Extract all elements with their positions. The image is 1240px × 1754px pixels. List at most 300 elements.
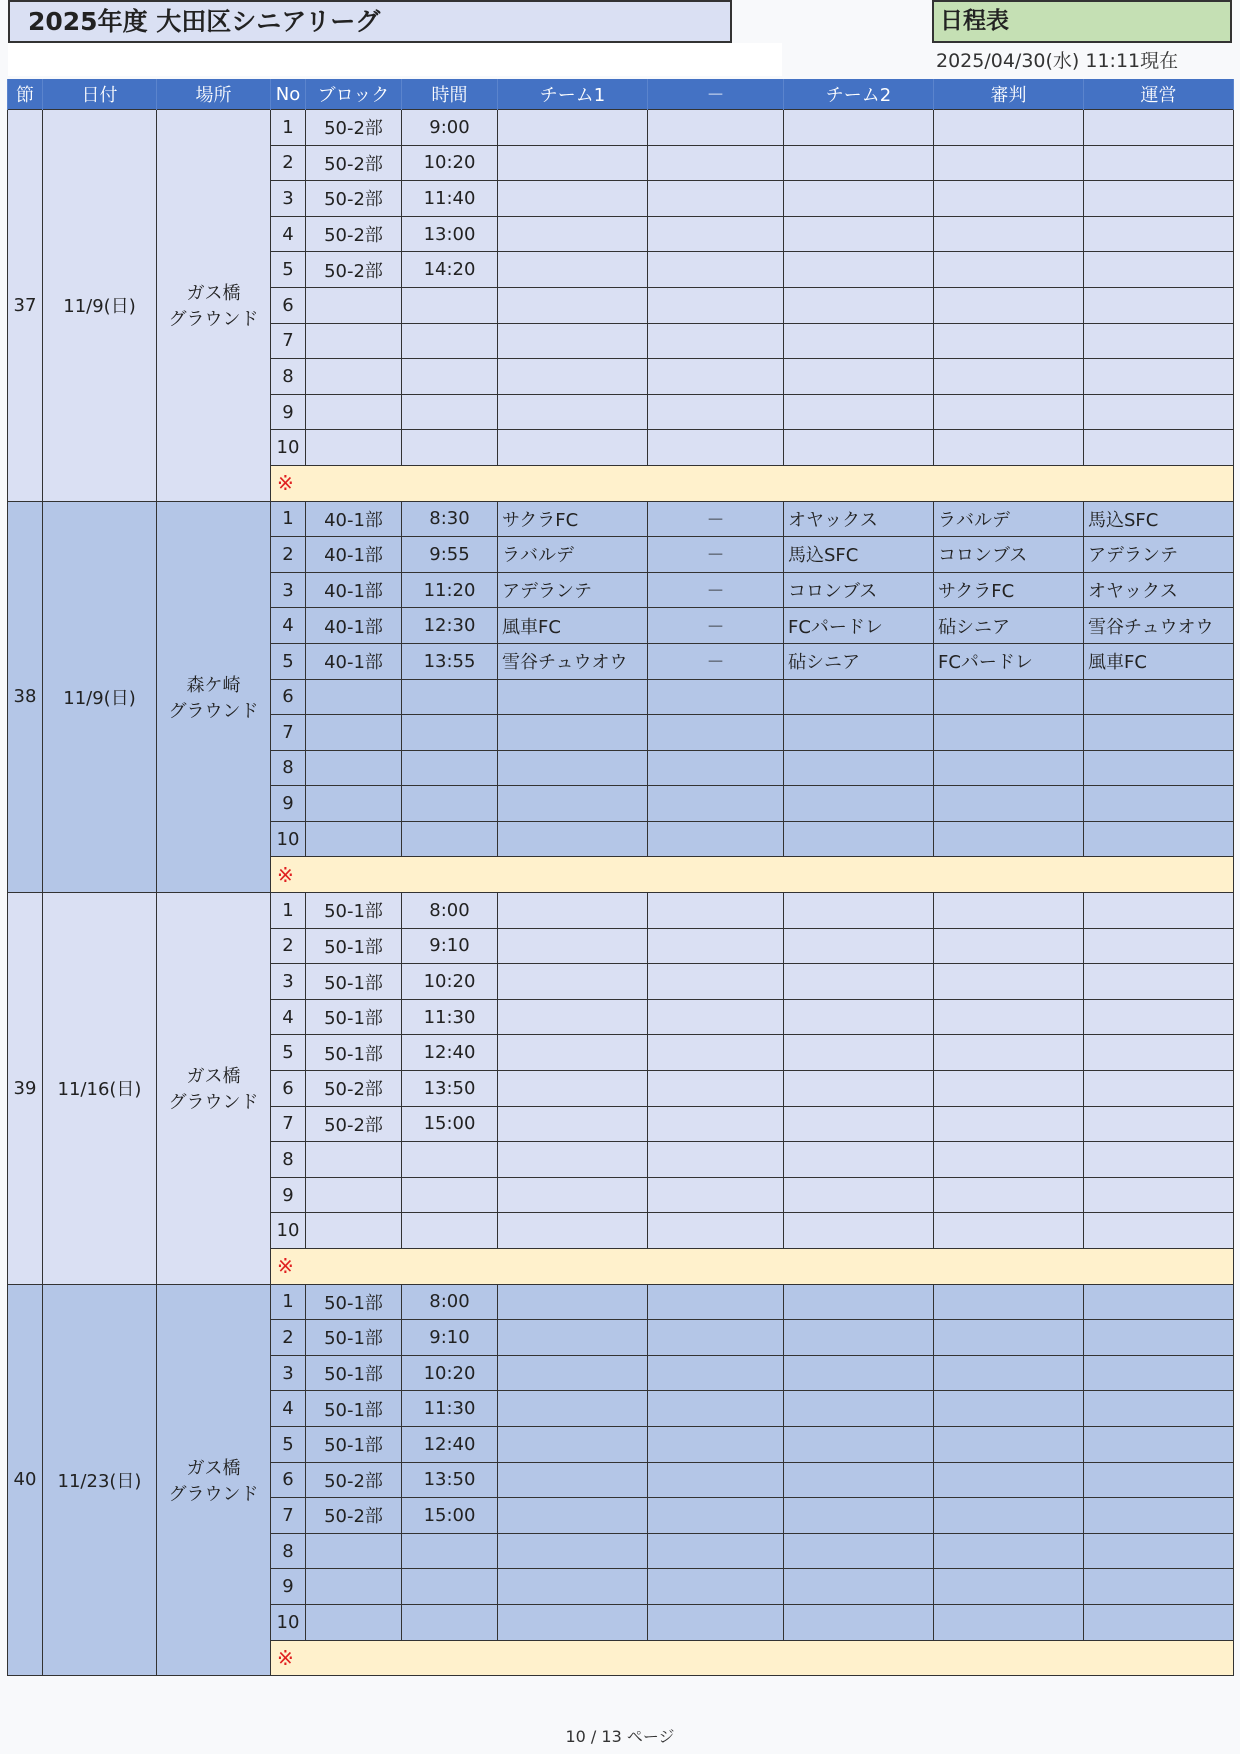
referee-cell — [934, 1604, 1084, 1640]
vs-cell — [648, 1355, 784, 1391]
operation-cell — [1084, 750, 1234, 786]
time-cell: 10:20 — [402, 1355, 498, 1391]
team2-cell — [784, 1320, 934, 1356]
referee-cell — [934, 1569, 1084, 1605]
operation-cell — [1084, 252, 1234, 288]
vs-cell — [648, 1213, 784, 1249]
no-cell: 3 — [271, 572, 306, 608]
referee-cell — [934, 928, 1084, 964]
team2-cell — [784, 928, 934, 964]
team1-cell — [498, 145, 648, 181]
venue-line: グラウンド — [168, 1092, 259, 1114]
team1-cell — [498, 359, 648, 395]
team2-cell: コロンブス — [784, 572, 934, 608]
vs-cell — [648, 999, 784, 1035]
team2-cell: オヤックス — [784, 501, 934, 537]
operation-cell: 馬込SFC — [1084, 501, 1234, 537]
team2-cell — [784, 1142, 934, 1178]
time-cell: 8:30 — [402, 501, 498, 537]
referee-cell: ラバルデ — [934, 501, 1084, 537]
time-cell: 13:55 — [402, 643, 498, 679]
team1-cell — [498, 893, 648, 929]
time-cell — [402, 821, 498, 857]
no-cell: 5 — [271, 1426, 306, 1462]
col-referee: 審判 — [934, 79, 1084, 110]
venue-line: グラウンド — [168, 309, 259, 331]
no-cell: 6 — [271, 679, 306, 715]
team1-cell — [498, 1426, 648, 1462]
team2-cell — [784, 1284, 934, 1320]
team1-cell — [498, 1391, 648, 1427]
team1-cell — [498, 1462, 648, 1498]
time-cell: 13:50 — [402, 1071, 498, 1107]
vs-cell: － — [648, 643, 784, 679]
time-cell: 15:00 — [402, 1498, 498, 1534]
team1-cell — [498, 1320, 648, 1356]
operation-cell — [1084, 1071, 1234, 1107]
no-cell: 7 — [271, 323, 306, 359]
referee-cell: サクラFC — [934, 572, 1084, 608]
team2-cell — [784, 1498, 934, 1534]
referee-cell — [934, 1426, 1084, 1462]
vs-cell — [648, 430, 784, 466]
date-cell: 11/23(日) — [43, 1284, 157, 1676]
block-cell — [306, 430, 402, 466]
schedule-body — [8, 110, 1234, 1676]
col-date: 日付 — [43, 79, 157, 110]
referee-cell: FCパードレ — [934, 643, 1084, 679]
referee-cell — [934, 323, 1084, 359]
team2-cell — [784, 1604, 934, 1640]
vs-cell — [648, 750, 784, 786]
vs-cell — [648, 145, 784, 181]
block-cell — [306, 359, 402, 395]
team1-cell: ラバルデ — [498, 537, 648, 573]
referee-cell — [934, 821, 1084, 857]
no-cell: 2 — [271, 537, 306, 573]
vs-cell — [648, 928, 784, 964]
team2-cell — [784, 1071, 934, 1107]
team1-cell — [498, 216, 648, 252]
no-cell: 8 — [271, 750, 306, 786]
time-cell: 10:20 — [402, 145, 498, 181]
venue-line: ガス橋 — [186, 283, 241, 305]
referee-cell — [934, 252, 1084, 288]
referee-cell — [934, 750, 1084, 786]
vs-cell — [648, 1498, 784, 1534]
operation-cell — [1084, 1035, 1234, 1071]
team2-cell — [784, 145, 934, 181]
team1-cell: 雪谷チュウオウ — [498, 643, 648, 679]
team2-cell — [784, 252, 934, 288]
no-cell: 4 — [271, 999, 306, 1035]
operation-cell — [1084, 1106, 1234, 1142]
venue-line: 森ケ崎 — [186, 674, 241, 696]
vs-cell — [648, 1391, 784, 1427]
schedule-label: 日程表 — [932, 0, 1232, 43]
team1-cell: 風車FC — [498, 608, 648, 644]
vs-cell — [648, 216, 784, 252]
vs-cell — [648, 786, 784, 822]
operation-cell — [1084, 1213, 1234, 1249]
block-cell: 50-1部 — [306, 893, 402, 929]
referee-cell — [934, 893, 1084, 929]
referee-cell — [934, 1284, 1084, 1320]
referee-cell — [934, 964, 1084, 1000]
operation-cell — [1084, 216, 1234, 252]
team2-cell — [784, 430, 934, 466]
col-team1: チーム1 — [498, 79, 648, 110]
team2-cell — [784, 964, 934, 1000]
referee-cell — [934, 430, 1084, 466]
no-cell: 4 — [271, 1391, 306, 1427]
referee-cell — [934, 216, 1084, 252]
team2-cell — [784, 323, 934, 359]
time-cell: 11:40 — [402, 181, 498, 217]
block-cell: 50-1部 — [306, 928, 402, 964]
table-row — [8, 110, 1234, 146]
block-cell — [306, 1177, 402, 1213]
vs-cell: － — [648, 501, 784, 537]
referee-cell — [934, 1498, 1084, 1534]
time-cell: 9:10 — [402, 1320, 498, 1356]
block-cell: 50-1部 — [306, 999, 402, 1035]
vs-cell — [648, 110, 784, 146]
no-cell: 3 — [271, 964, 306, 1000]
title-underline — [8, 43, 782, 76]
no-cell: 9 — [271, 1177, 306, 1213]
team1-cell — [498, 1355, 648, 1391]
referee-cell — [934, 181, 1084, 217]
date-cell: 11/16(日) — [43, 893, 157, 1285]
no-cell: 2 — [271, 1320, 306, 1356]
vs-cell — [648, 1142, 784, 1178]
vs-cell — [648, 181, 784, 217]
time-cell — [402, 1604, 498, 1640]
referee-cell — [934, 1177, 1084, 1213]
time-cell: 8:00 — [402, 1284, 498, 1320]
block-cell — [306, 1533, 402, 1569]
venue-cell — [157, 893, 271, 1285]
team1-cell: サクラFC — [498, 501, 648, 537]
referee-cell — [934, 359, 1084, 395]
time-cell — [402, 1533, 498, 1569]
block-cell: 50-2部 — [306, 110, 402, 146]
no-cell: 7 — [271, 1498, 306, 1534]
no-cell: 6 — [271, 287, 306, 323]
vs-cell — [648, 1533, 784, 1569]
vs-cell — [648, 1106, 784, 1142]
referee-cell: 砧シニア — [934, 608, 1084, 644]
team2-cell — [784, 893, 934, 929]
no-cell: 4 — [271, 216, 306, 252]
venue-line: グラウンド — [168, 700, 259, 722]
team2-cell — [784, 1533, 934, 1569]
referee-cell — [934, 1106, 1084, 1142]
vs-cell — [648, 821, 784, 857]
time-cell: 10:20 — [402, 964, 498, 1000]
time-cell — [402, 715, 498, 751]
time-cell — [402, 287, 498, 323]
block-cell: 50-2部 — [306, 1071, 402, 1107]
operation-cell: アデランテ — [1084, 537, 1234, 573]
operation-cell — [1084, 999, 1234, 1035]
time-cell — [402, 679, 498, 715]
vs-cell — [648, 964, 784, 1000]
time-cell — [402, 786, 498, 822]
team2-cell — [784, 181, 934, 217]
block-cell: 50-1部 — [306, 1426, 402, 1462]
table-row — [8, 501, 1234, 537]
team1-cell — [498, 999, 648, 1035]
block-cell: 50-1部 — [306, 1391, 402, 1427]
block-cell: 50-1部 — [306, 964, 402, 1000]
team1-cell — [498, 1035, 648, 1071]
team1-cell — [498, 1177, 648, 1213]
block-cell — [306, 1142, 402, 1178]
block-cell: 50-2部 — [306, 252, 402, 288]
no-cell: 2 — [271, 928, 306, 964]
block-cell: 50-1部 — [306, 1035, 402, 1071]
time-cell: 12:40 — [402, 1426, 498, 1462]
team2-cell — [784, 750, 934, 786]
no-cell: 9 — [271, 1569, 306, 1605]
block-cell — [306, 1213, 402, 1249]
no-cell: 9 — [271, 394, 306, 430]
referee-cell — [934, 1035, 1084, 1071]
team1-cell — [498, 252, 648, 288]
block-cell: 50-2部 — [306, 145, 402, 181]
no-cell: 10 — [271, 1604, 306, 1640]
no-cell: 8 — [271, 1142, 306, 1178]
time-cell: 9:00 — [402, 110, 498, 146]
venue-line: ガス橋 — [186, 1066, 241, 1088]
team1-cell — [498, 181, 648, 217]
date-cell: 11/9(日) — [43, 110, 157, 502]
operation-cell — [1084, 679, 1234, 715]
no-cell: 2 — [271, 145, 306, 181]
team1-cell — [498, 1106, 648, 1142]
team1-cell — [498, 1284, 648, 1320]
team2-cell — [784, 1391, 934, 1427]
team1-cell — [498, 1071, 648, 1107]
block-cell — [306, 323, 402, 359]
operation-cell — [1084, 786, 1234, 822]
time-cell: 13:00 — [402, 216, 498, 252]
no-cell: 1 — [271, 501, 306, 537]
operation-cell — [1084, 821, 1234, 857]
team1-cell — [498, 287, 648, 323]
time-cell — [402, 359, 498, 395]
operation-cell — [1084, 430, 1234, 466]
operation-cell — [1084, 1604, 1234, 1640]
block-cell: 40-1部 — [306, 643, 402, 679]
page-footer: 10 / 13 ページ — [565, 1727, 675, 1746]
referee-cell: コロンブス — [934, 537, 1084, 573]
referee-cell — [934, 999, 1084, 1035]
no-cell: 4 — [271, 608, 306, 644]
block-cell — [306, 287, 402, 323]
operation-cell — [1084, 964, 1234, 1000]
block-cell: 40-1部 — [306, 537, 402, 573]
col-block: ブロック — [306, 79, 402, 110]
block-cell — [306, 679, 402, 715]
team1-cell — [498, 323, 648, 359]
team2-cell: 馬込SFC — [784, 537, 934, 573]
no-cell: 7 — [271, 715, 306, 751]
time-cell: 14:20 — [402, 252, 498, 288]
team2-cell — [784, 216, 934, 252]
time-cell: 9:55 — [402, 537, 498, 573]
team1-cell — [498, 750, 648, 786]
no-cell: 5 — [271, 252, 306, 288]
time-cell — [402, 323, 498, 359]
referee-cell — [934, 1462, 1084, 1498]
note-mark: ※ — [271, 1640, 1234, 1676]
col-time: 時間 — [402, 79, 498, 110]
block-cell — [306, 821, 402, 857]
team1-cell — [498, 110, 648, 146]
no-cell: 7 — [271, 1106, 306, 1142]
col-vs: － — [648, 79, 784, 110]
team2-cell — [784, 821, 934, 857]
block-cell — [306, 715, 402, 751]
no-cell: 3 — [271, 1355, 306, 1391]
team1-cell — [498, 1604, 648, 1640]
no-cell: 10 — [271, 1213, 306, 1249]
operation-cell — [1084, 715, 1234, 751]
time-cell: 11:20 — [402, 572, 498, 608]
venue-line: グラウンド — [168, 1483, 259, 1505]
venue-cell — [157, 501, 271, 893]
no-cell: 1 — [271, 1284, 306, 1320]
team2-cell: 砧シニア — [784, 643, 934, 679]
operation-cell — [1084, 1391, 1234, 1427]
col-operation: 運営 — [1084, 79, 1234, 110]
operation-cell — [1084, 181, 1234, 217]
team1-cell — [498, 964, 648, 1000]
header-row — [8, 79, 1234, 110]
operation-cell — [1084, 110, 1234, 146]
operation-cell — [1084, 287, 1234, 323]
team2-cell — [784, 1462, 934, 1498]
team2-cell — [784, 359, 934, 395]
block-cell: 50-2部 — [306, 1106, 402, 1142]
team1-cell — [498, 715, 648, 751]
team2-cell — [784, 287, 934, 323]
note-mark: ※ — [271, 857, 1234, 893]
referee-cell — [934, 110, 1084, 146]
time-cell — [402, 1569, 498, 1605]
operation-cell — [1084, 1498, 1234, 1534]
operation-cell — [1084, 928, 1234, 964]
referee-cell — [934, 679, 1084, 715]
team1-cell — [498, 1142, 648, 1178]
no-cell: 1 — [271, 893, 306, 929]
table-row — [8, 1284, 1234, 1320]
team2-cell — [784, 1569, 934, 1605]
operation-cell — [1084, 1177, 1234, 1213]
col-venue: 場所 — [157, 79, 271, 110]
col-team2: チーム2 — [784, 79, 934, 110]
team1-cell — [498, 1498, 648, 1534]
vs-cell — [648, 287, 784, 323]
team1-cell — [498, 821, 648, 857]
note-mark: ※ — [271, 1249, 1234, 1285]
referee-cell — [934, 287, 1084, 323]
operation-cell — [1084, 1355, 1234, 1391]
team1-cell — [498, 679, 648, 715]
team1-cell — [498, 1533, 648, 1569]
vs-cell — [648, 1426, 784, 1462]
venue-line: ガス橋 — [186, 1457, 241, 1479]
operation-cell — [1084, 893, 1234, 929]
round-cell: 37 — [8, 110, 43, 502]
date-cell: 11/9(日) — [43, 501, 157, 893]
team2-cell — [784, 110, 934, 146]
vs-cell — [648, 1284, 784, 1320]
time-cell: 11:30 — [402, 1391, 498, 1427]
page-title: 2025年度 大田区シニアリーグ — [8, 0, 732, 43]
block-cell: 50-1部 — [306, 1320, 402, 1356]
operation-cell — [1084, 359, 1234, 395]
team2-cell — [784, 1213, 934, 1249]
time-cell — [402, 430, 498, 466]
note-mark: ※ — [271, 465, 1234, 501]
time-cell: 15:00 — [402, 1106, 498, 1142]
team1-cell — [498, 786, 648, 822]
no-cell: 6 — [271, 1462, 306, 1498]
operation-cell — [1084, 1284, 1234, 1320]
vs-cell: － — [648, 572, 784, 608]
block-cell — [306, 1604, 402, 1640]
time-cell: 9:10 — [402, 928, 498, 964]
vs-cell — [648, 1035, 784, 1071]
round-cell: 39 — [8, 893, 43, 1285]
no-cell: 8 — [271, 359, 306, 395]
operation-cell: オヤックス — [1084, 572, 1234, 608]
referee-cell — [934, 786, 1084, 822]
team2-cell — [784, 999, 934, 1035]
team2-cell — [784, 394, 934, 430]
team1-cell — [498, 1569, 648, 1605]
time-cell — [402, 394, 498, 430]
round-cell: 38 — [8, 501, 43, 893]
block-cell: 40-1部 — [306, 572, 402, 608]
referee-cell — [934, 715, 1084, 751]
operation-cell — [1084, 1462, 1234, 1498]
time-cell — [402, 750, 498, 786]
referee-cell — [934, 145, 1084, 181]
vs-cell — [648, 715, 784, 751]
vs-cell — [648, 893, 784, 929]
as-of-timestamp: 2025/04/30(水) 11:11現在 — [936, 50, 1179, 72]
team2-cell — [784, 1035, 934, 1071]
block-cell: 50-2部 — [306, 1462, 402, 1498]
referee-cell — [934, 1142, 1084, 1178]
operation-cell — [1084, 1533, 1234, 1569]
vs-cell — [648, 1071, 784, 1107]
team1-cell — [498, 1213, 648, 1249]
time-cell: 12:30 — [402, 608, 498, 644]
no-cell: 9 — [271, 786, 306, 822]
team2-cell — [784, 679, 934, 715]
no-cell: 8 — [271, 1533, 306, 1569]
time-cell — [402, 1142, 498, 1178]
vs-cell — [648, 252, 784, 288]
block-cell: 50-1部 — [306, 1284, 402, 1320]
no-cell: 10 — [271, 821, 306, 857]
